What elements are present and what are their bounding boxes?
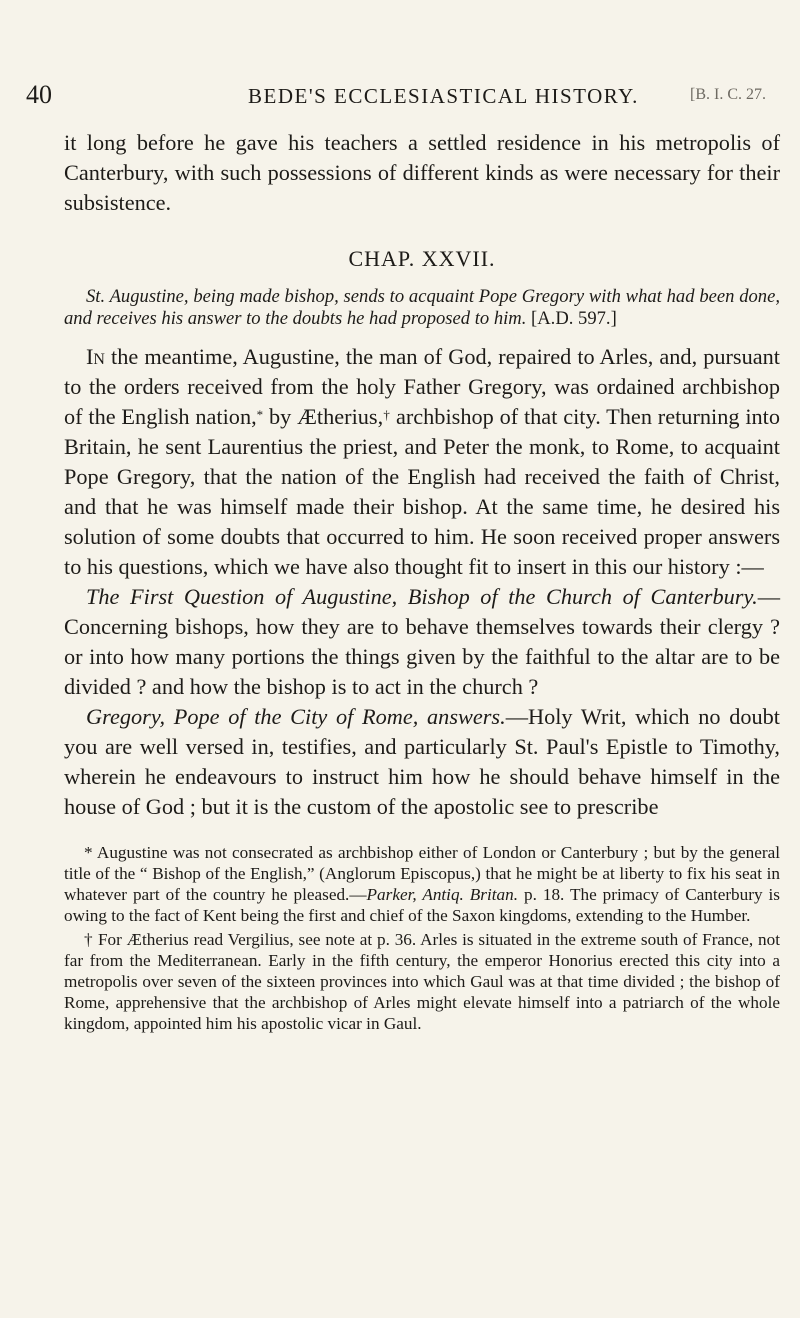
footnote-ref-1[interactable]: * [256, 407, 264, 422]
chapter-summary-text: St. Augustine, being made bishop, sends to acquaint Pope Gregory with what had been done, and receives his answer to the doubts he had proposed to him. [64, 286, 780, 329]
page-number: 40 [26, 80, 52, 109]
paragraph-1 [64, 342, 780, 582]
continued-paragraph: it long before he gave his teachers a settled residence in his metropolis of Canterbury, with such possessions of different kinds as were necessary for their subsistence. [64, 130, 780, 215]
drop-lead-word: In [86, 344, 105, 369]
footnote-ref-2[interactable]: † [383, 407, 391, 422]
footnote-2 [64, 929, 780, 1034]
footnote-1-text-b: p. 18. The primacy of Canterbury is owing to the fact of Kent being the first and chief of the Saxon kingdoms, extending to the Humber. [64, 885, 780, 925]
book-chapter-reference: [B. I. C. 27. [690, 86, 766, 103]
footnote-1-citation: Parker, Antiq. Britan. [366, 885, 519, 904]
page-content [64, 128, 780, 1037]
answer-1-label: Gregory, Pope of the City of Rome, answers. [86, 704, 506, 729]
paragraph-1-text-c: archbishop of that city. Then returning into Britain, he sent Laurentius the priest, and Peter the monk, to Rome, to acquaint Pope Gregory, that the nation of the English had received the faith of Christ, and that he was himself made their bishop. At the same time, he desired his solution of some doubts that occurred to him. He soon received proper answers to his questions, which we have also thought fit to insert in this our history :— [64, 404, 781, 579]
answer-1 [64, 702, 780, 822]
footnotes [64, 842, 780, 1034]
question-1-label: The First Question of Augustine, Bishop of the Church of Canterbury. [86, 584, 758, 609]
question-1-text: —Concerning bishops, how they are to behave themselves towards their clergy ? or into how many portions the things given by the faithful to the altar are to be divided ? and how the bishop is to act in the church ? [64, 584, 780, 699]
answer-1-text: —Holy Writ, which no doubt you are well versed in, testifies, and particularly St. Paul's Epistle to Timothy, wherein he endeavours to instruct him how he should behave himself in the house of God ; but it is the custom of the apostolic see to prescribe [64, 704, 780, 819]
footnote-1 [64, 842, 780, 926]
chapter-summary [64, 286, 780, 330]
question-1 [64, 582, 780, 702]
running-header [0, 80, 800, 120]
footnote-1-mark: * [84, 843, 93, 862]
footnote-1-text-a: Augustine was not consecrated as archbishop either of London or Canterbury ; but by the general title of the “ Bishop of the English,” (Anglorum Episcopus,) that he might be at liberty to fix his seat in whatever part of the country he pleased.— [64, 843, 780, 904]
footnote-2-mark: † [84, 930, 94, 949]
footnote-2-text: For Ætherius read Vergilius, see note at p. 36. Arles is situated in the extreme south of France, not far from the Mediterranean. Early in the fifth century, the emperor Honorius erected this city into a metropolis over seven of the sixteen provinces into which Gaul was at that time divided ; the bishop of Rome, apprehensive that the archbishop of Arles might elevate himself into a patriarch of the whole kingdom, appointed him his apostolic vicar in Gaul. [64, 930, 780, 1033]
paragraph-1-text-a: the meantime, Augustine, the man of God, repaired to Arles, and, pursuant to the orders received from the holy Father Gregory, was ordained archbishop of the English nation, [64, 344, 780, 429]
chapter-date: [A.D. 597.] [531, 308, 617, 329]
paragraph-1-text-b: by Ætherius, [263, 404, 384, 429]
chapter-heading: CHAP. XXVII. [348, 246, 496, 271]
running-title: BEDE'S ECCLESIASTICAL HISTORY. [248, 84, 639, 108]
